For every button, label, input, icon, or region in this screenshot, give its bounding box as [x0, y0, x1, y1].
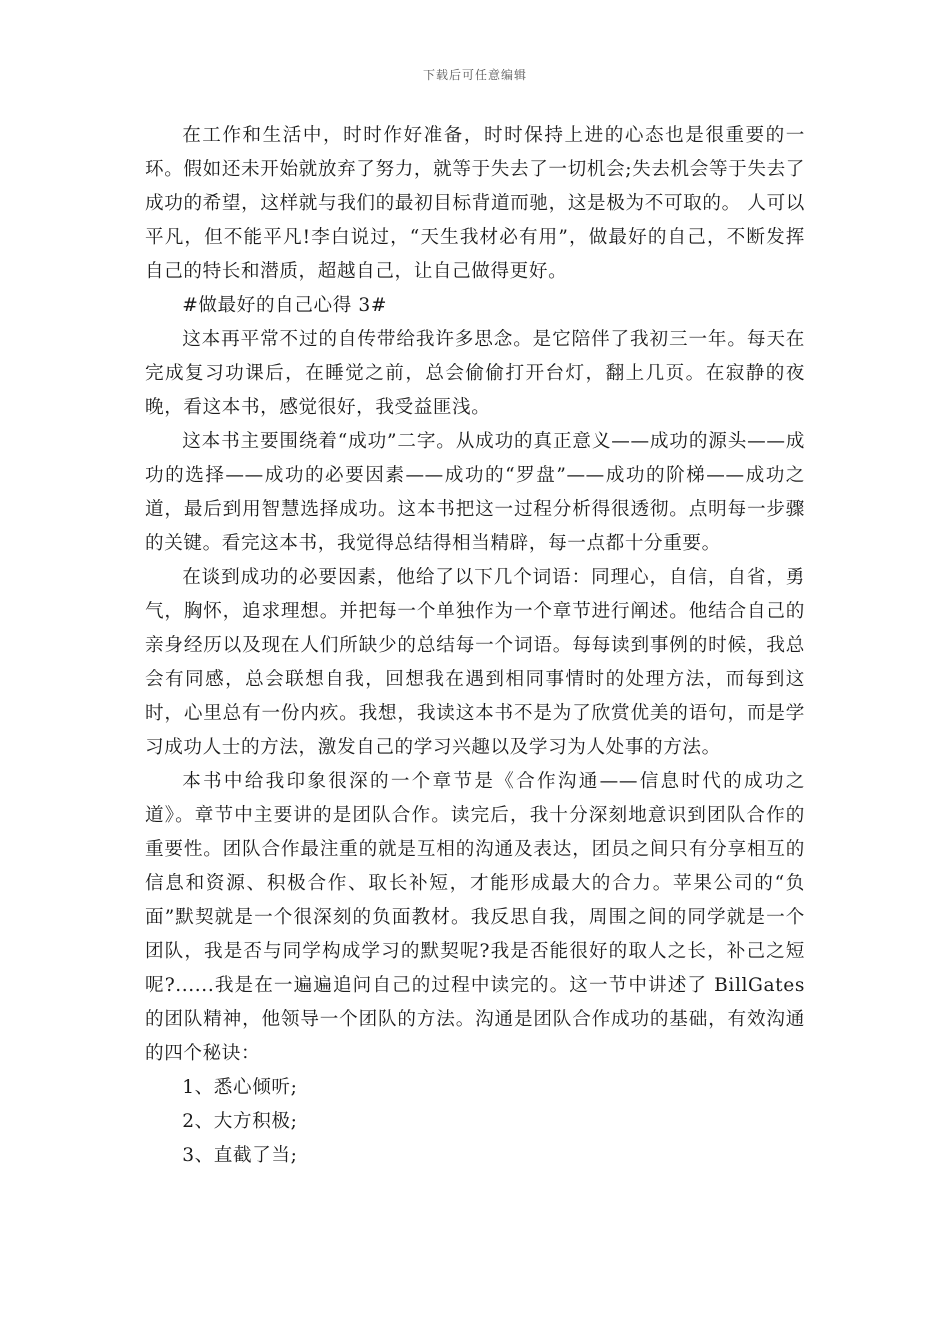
- document-body: [145, 119, 805, 1173]
- paragraph-2: 这本再平常不过的自传带给我许多思念。是它陪伴了我初三一年。每天在完成复习功课后，在睡觉之前，总会偷偷打开台灯，翻上几页。在寂静的夜晚，看这本书，感觉很好，我受益匪浅。: [145, 329, 805, 418]
- paragraph-5: 本书中给我印象很深的一个章节是《合作沟通——信息时代的成功之道》。章节中主要讲的是团队合作。读完后，我十分深刻地意识到团队合作的重要性。团队合作最注重的就是互相的沟通及表达，团员之间只有分享相互的信息和资源、积极合作、取长补短，才能形成最大的合力。苹果公司的“负面”默契就是一个很深刻的负面教材。我反思自我，周围之间的同学就是一个团队，我是否与同学构成学习的默契呢?我是否能很好的取人之长，补己之短呢?......我是在一遍遍追问自己的过程中读完的。这一节中讲述了 BillGates 的团队精神，他领导一个团队的方法。沟通是团队合作成功的基础，有效沟通的四个秘诀：: [145, 771, 805, 1064]
- list-item-3: 3、直截了当;: [182, 1145, 298, 1166]
- section-heading: #做最好的自己心得 3#: [182, 295, 388, 316]
- list-item-1: 1、悉心倾听;: [182, 1077, 298, 1098]
- paragraph-4: 在谈到成功的必要因素，他给了以下几个词语：同理心，自信，自省，勇气，胸怀，追求理想。并把每一个单独作为一个章节进行阐述。他结合自己的亲身经历以及现在人们所缺少的总结每一个词语。每每读到事例的时候，我总会有同感，总会联想自我，回想我在遇到相同事情时的处理方法，而每到这时，心里总有一份内疚。我想，我读这本书不是为了欣赏优美的语句，而是学习成功人士的方法，激发自己的学习兴趣以及学习为人处事的方法。: [145, 567, 805, 758]
- paragraph-1: 在工作和生活中，时时作好准备，时时保持上进的心态也是很重要的一环。假如还未开始就放弃了努力，就等于失去了一切机会;失去机会等于失去了成功的希望，这样就与我们的最初目标背道而驰，这是极为不可取的。 人可以平凡，但不能平凡!李白说过，“天生我材必有用”，做最好的自己，不断发挥自己的特长和潜质，超越自己，让自己做得更好。: [145, 125, 805, 282]
- paragraph-3: 这本书主要围绕着“成功”二字。从成功的真正意义——成功的源头——成功的选择——成功的必要因素——成功的“罗盘”——成功的阶梯——成功之道，最后到用智慧选择成功。这本书把这一过程分析得很透彻。点明每一步骤的关键。看完这本书，我觉得总结得相当精辟，每一点都十分重要。: [145, 431, 805, 554]
- list-item-2: 2、大方积极;: [182, 1111, 298, 1132]
- page-header: 下载后可任意编辑: [422, 68, 527, 82]
